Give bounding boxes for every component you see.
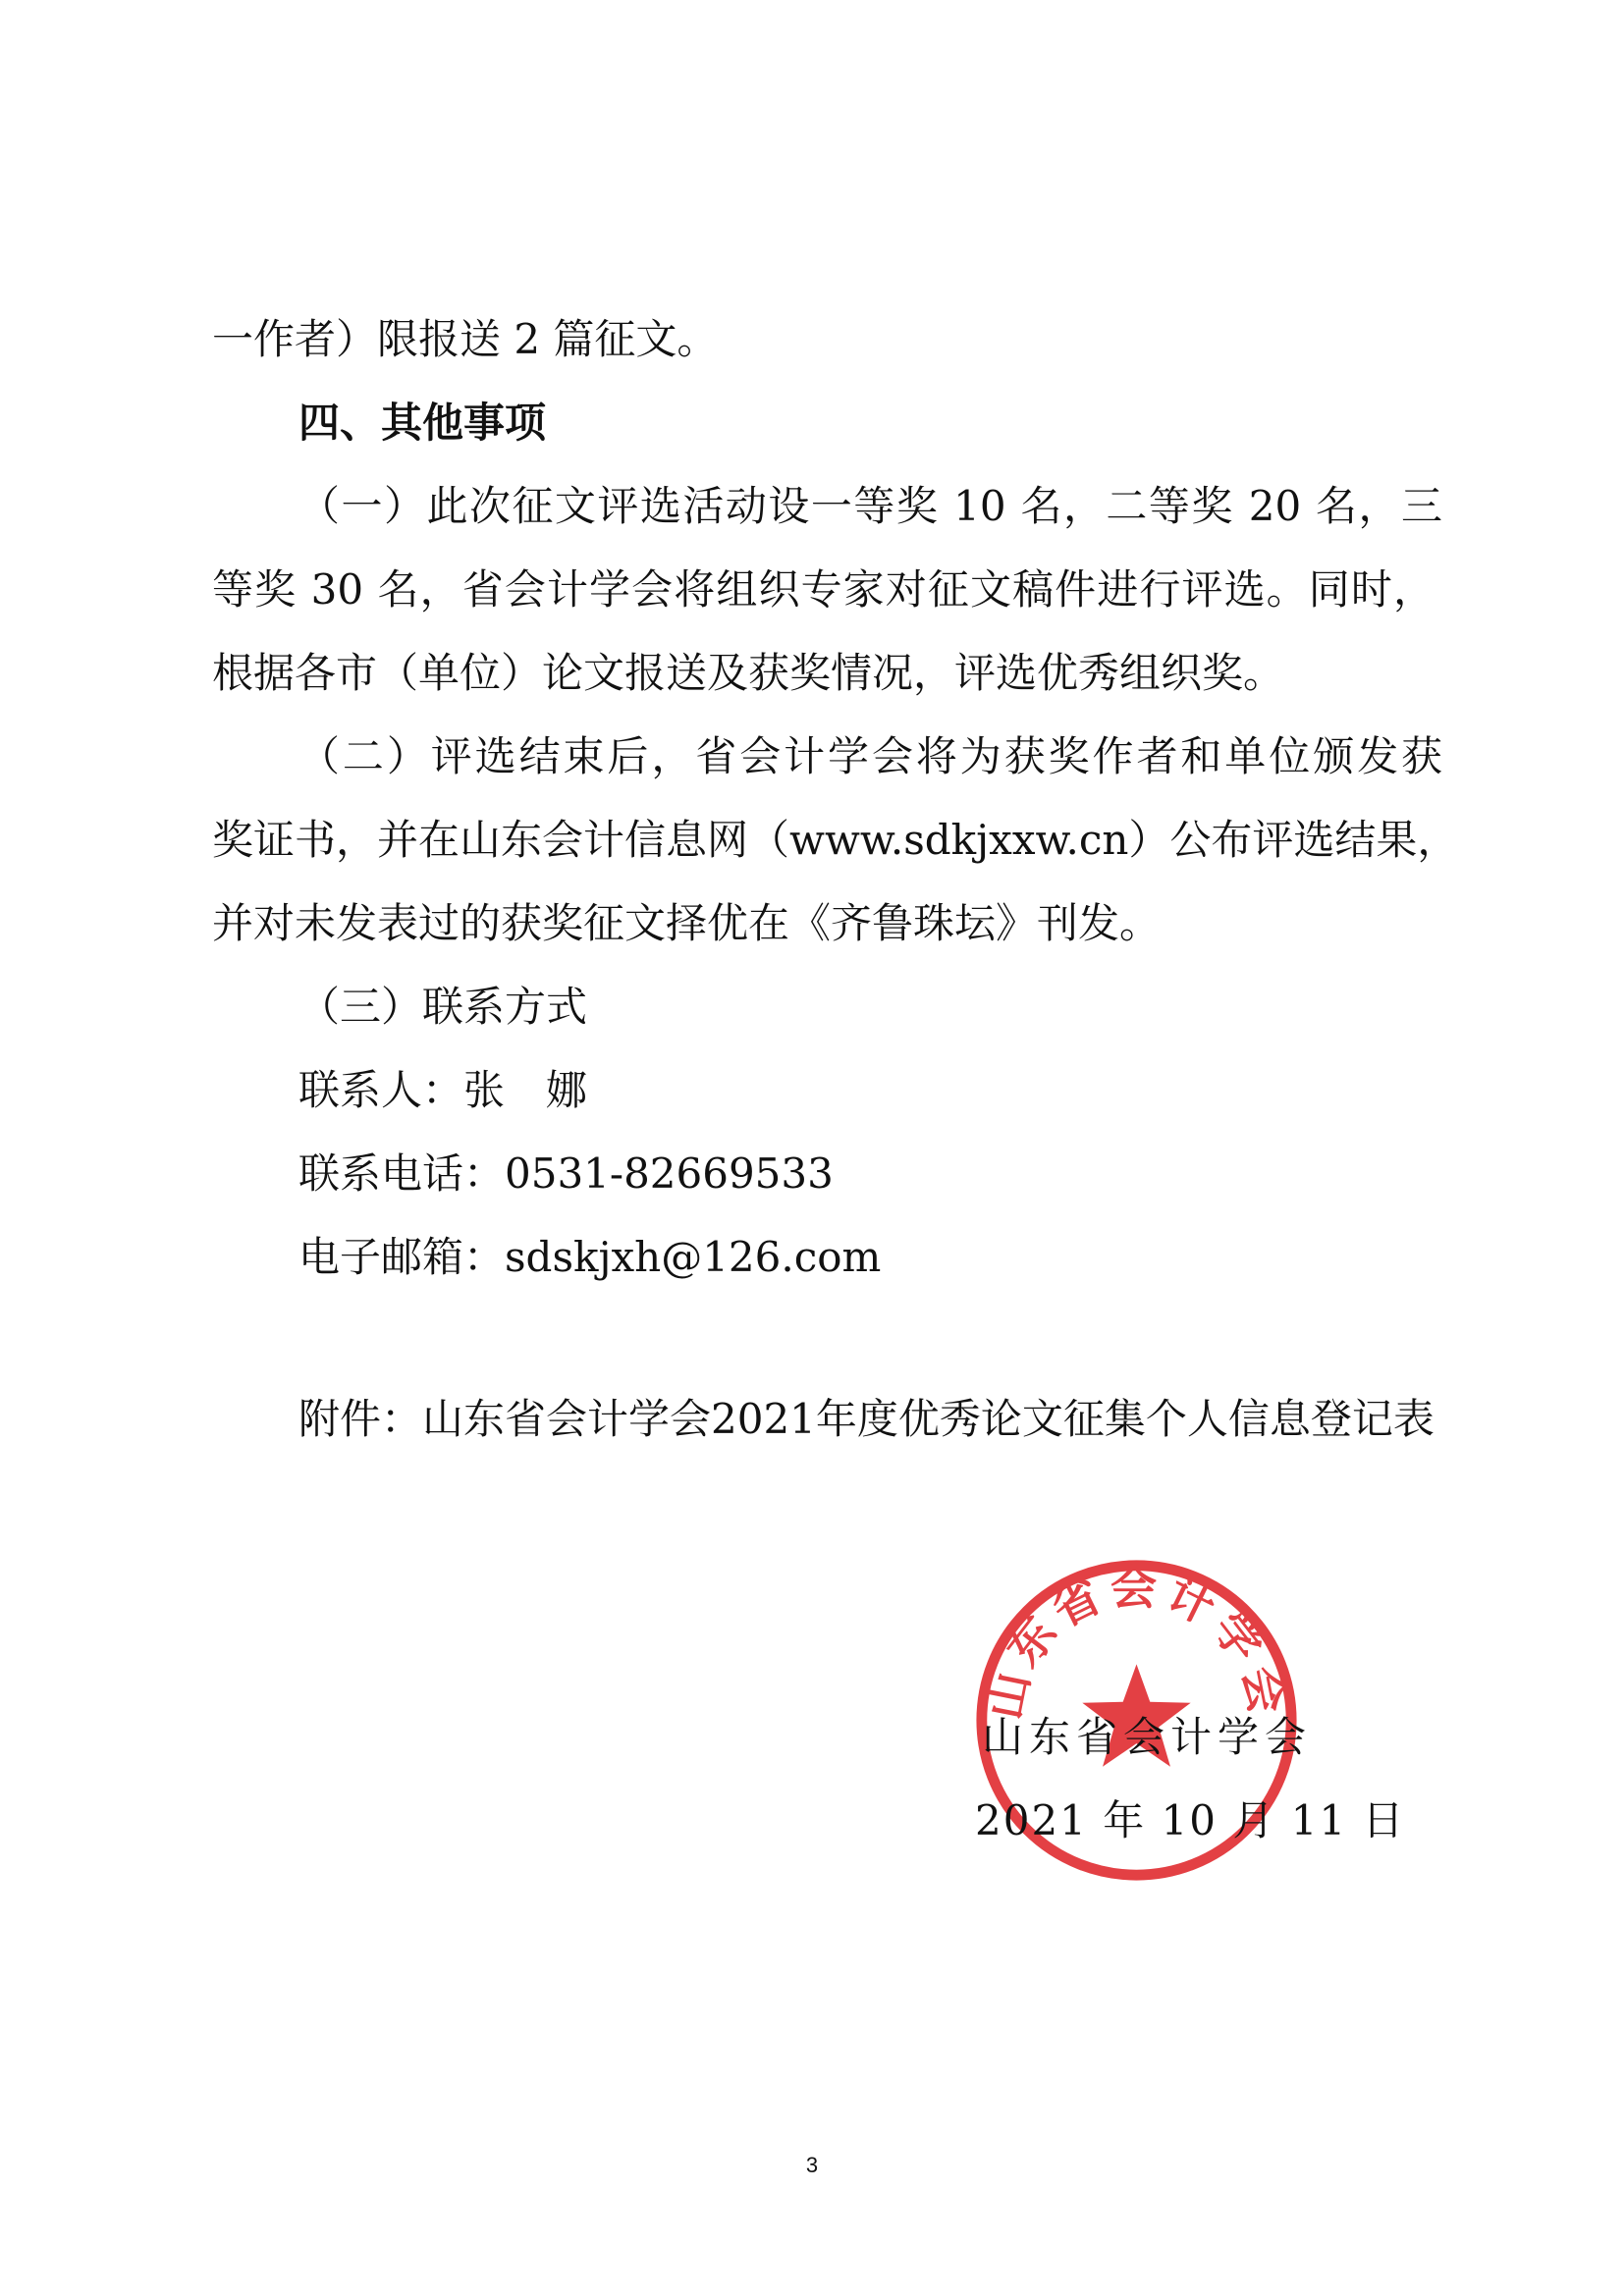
seal-text: 山东省会计学会 bbox=[978, 1562, 1295, 1725]
contact-heading: （三）联系方式 bbox=[298, 983, 588, 1031]
item-two-line-2: 奖证书，并在山东会计信息网（www.sdkjxxw.cn）公布评选结果， bbox=[212, 816, 1459, 864]
item-one-line-1: （一）此次征文评选活动设一等奖 10 名，二等奖 20 名，三 bbox=[298, 482, 1442, 530]
item-one-line-3: 根据各市（单位）论文报送及获奖情况，评选优秀组织奖。 bbox=[212, 649, 1285, 697]
page-number: 3 bbox=[805, 2153, 819, 2177]
contact-person: 联系人：张 娜 bbox=[298, 1066, 588, 1114]
item-two-line-3: 并对未发表过的获奖征文择优在《齐鲁珠坛》刊发。 bbox=[212, 899, 1162, 947]
signature-organization: 山东省会计学会 bbox=[982, 1713, 1313, 1761]
continuation-line: 一作者）限报送 2 篇征文。 bbox=[212, 315, 719, 363]
attachment-line: 附件：山东省会计学会2021年度优秀论文征集个人信息登记表 bbox=[298, 1395, 1435, 1443]
item-one-line-2: 等奖 30 名，省会计学会将组织专家对征文稿件进行评选。同时， bbox=[212, 565, 1435, 614]
signature-date: 2021 年 10 月 11 日 bbox=[975, 1796, 1406, 1844]
contact-phone: 联系电话：0531-82669533 bbox=[298, 1149, 834, 1198]
section-heading: 四、其他事项 bbox=[298, 399, 547, 447]
contact-email: 电子邮箱：sdskjxh@126.com bbox=[298, 1233, 882, 1281]
item-two-line-1: （二）评选结束后，省会计学会将为获奖作者和单位颁发获 bbox=[298, 732, 1442, 780]
